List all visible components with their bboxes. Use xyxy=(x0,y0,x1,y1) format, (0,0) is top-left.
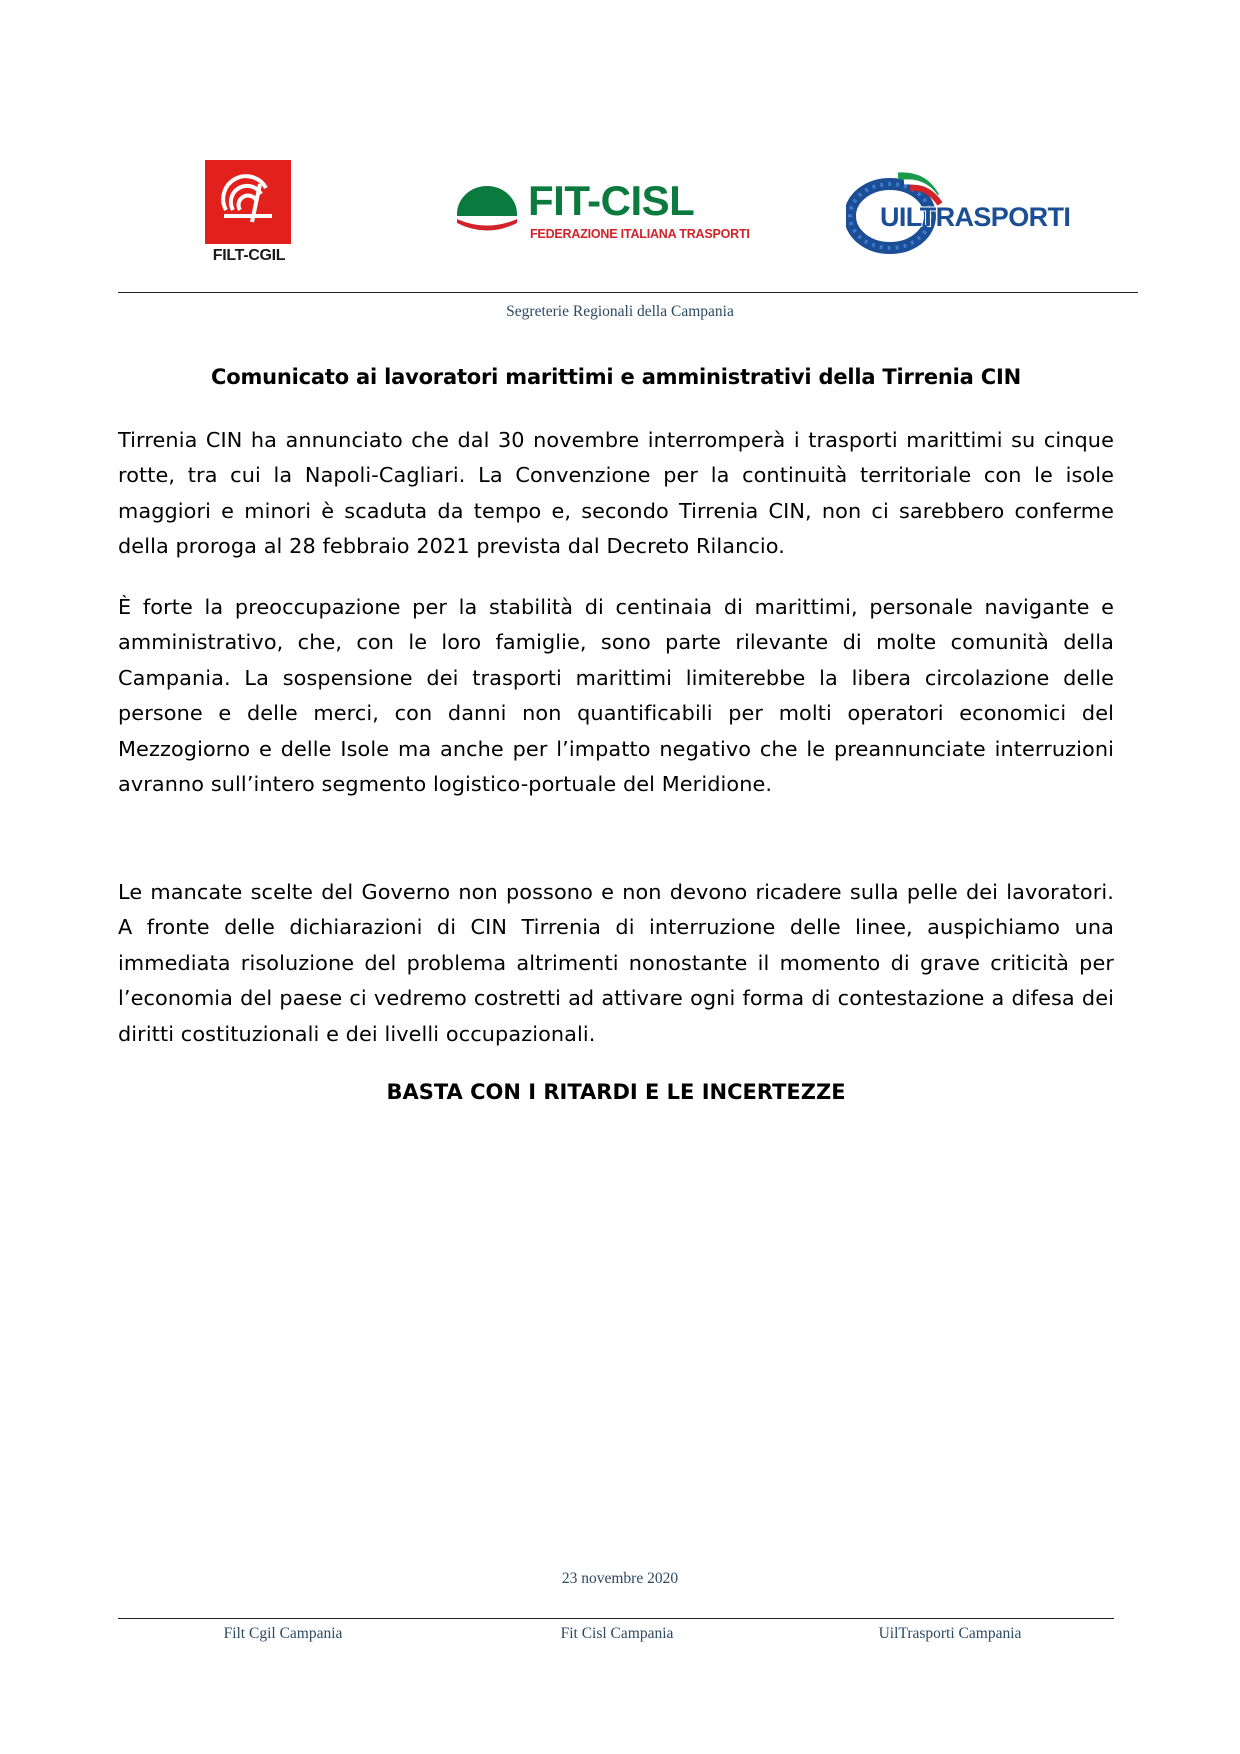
header-caption: Segreterie Regionali della Campania xyxy=(506,303,734,320)
document-date: 23 novembre 2020 xyxy=(561,1570,679,1587)
body-paragraph: Le mancate scelte del Governo non possono e non devono ricadere sulla pelle dei lavoratori. A fronte delle dichiarazioni di CIN Tirrenia di interruzione delle linee, auspichiamo una immediata risoluzione del problema altrimenti nonostante il momento di grave criticità per l’economia del paese ci vedremo costretti ad attivare ogni forma di contestazione a difesa dei diritti costituzionali e dei livelli occupazionali. xyxy=(118,880,1114,1046)
fit-cisl-wordmark: FIT-CISL xyxy=(528,177,695,224)
filt-cgil-wordmark: FILT-CGIL xyxy=(212,247,286,264)
footer-signatory-filt-cgil: Filt Cgil Campania xyxy=(223,1625,343,1642)
footer-signatory-uiltrasporti: UilTrasporti Campania xyxy=(878,1625,1022,1642)
footer-divider xyxy=(118,1618,1114,1619)
fit-cisl-emblem-icon xyxy=(454,180,520,240)
fit-cisl-logo xyxy=(454,176,750,256)
uiltrasporti-wordmark: UILTRASPORTI xyxy=(880,202,1071,232)
closing-statement: BASTA CON I RITARDI E LE INCERTEZZE xyxy=(386,1080,846,1104)
filt-cgil-logo xyxy=(205,160,291,268)
fit-cisl-tagline: FEDERAZIONE ITALIANA TRASPORTI xyxy=(530,227,750,241)
filt-cgil-badge xyxy=(205,160,291,244)
filt-cgil-emblem-icon xyxy=(216,170,280,234)
document-title: Comunicato ai lavoratori marittimi e amministrativi della Tirrenia CIN xyxy=(211,365,1021,389)
footer-signatory-fit-cisl: Fit Cisl Campania xyxy=(560,1625,674,1642)
body-paragraph: Tirrenia CIN ha annunciato che dal 30 novembre interromperà i trasporti marittimi su cinque rotte, tra cui la Napoli-Cagliari. La Convenzione per la continuità territoriale con le isole maggiori e minori è scaduta da tempo e, secondo Tirrenia CIN, non ci sarebbero conferme della proroga al 28 febbraio 2021 prevista dal Decreto Rilancio. xyxy=(118,428,1114,559)
uiltrasporti-logo xyxy=(846,170,1086,254)
header-divider xyxy=(118,292,1138,293)
body-paragraph: È forte la preoccupazione per la stabilità di centinaia di marittimi, personale navigante e amministrativo, che, con le loro famiglie, sono parte rilevante di molte comunità della Campania. La sospensione dei trasporti marittimi limiterebbe la libera circolazione delle persone e delle merci, con danni non quantificabili per molti operatori economici del Mezzogiorno e delle Isole ma anche per l’impatto negativo che le preannunciate interruzioni avranno sull’intero segmento logistico-portuale del Meridione. xyxy=(118,595,1114,797)
